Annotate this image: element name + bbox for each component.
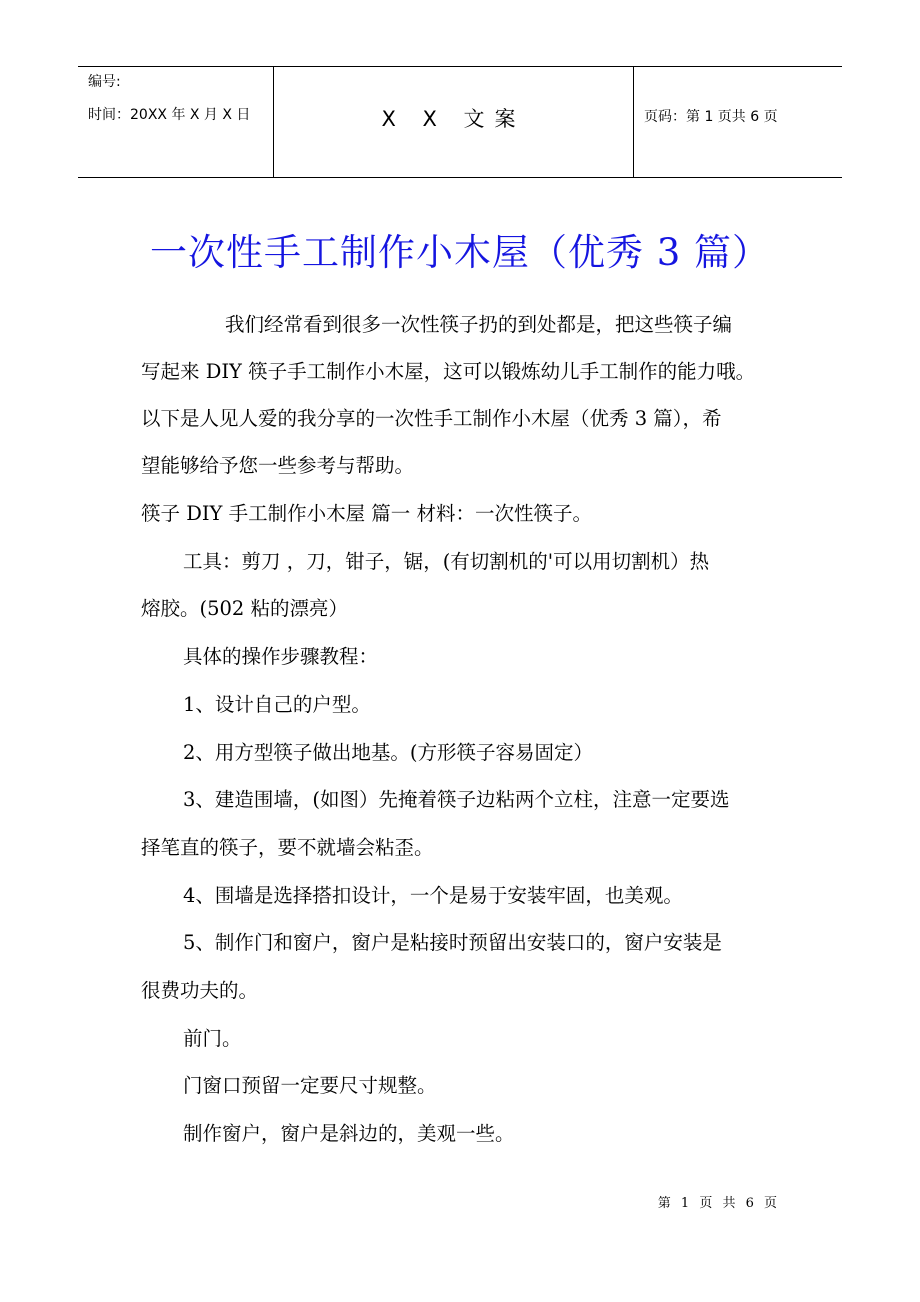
body-line: 写起来 DIY 筷子手工制作小木屋，这可以锻炼幼儿手工制作的能力哦。 — [141, 360, 756, 383]
page-footer: 第 1 页 共 6 页 — [657, 1196, 780, 1211]
step-line: 1、设计自己的户型。 — [183, 693, 371, 716]
header-left-cell — [78, 67, 273, 177]
body-line: 前门。 — [183, 1027, 242, 1050]
section-heading-line: 筷子 DIY 手工制作小木屋 篇一 材料：一次性筷子。 — [141, 502, 593, 525]
step-line: 3、建造围墙，(如图）先掩着筷子边粘两个立柱，注意一定要选 — [183, 788, 730, 811]
body-line: 以下是人见人爱的我分享的一次性手工制作小木屋（优秀 3 篇），希 — [141, 407, 722, 430]
body-line: 门窗口预留一定要尺寸规整。 — [183, 1074, 437, 1097]
page-code-label: 页码：第 1 页共 6 页 — [644, 109, 778, 125]
body-line: 望能够给予您一些参考与帮助。 — [141, 454, 415, 477]
step-line: 很费功夫的。 — [141, 979, 259, 1002]
step-line: 2、用方型筷子做出地基。(方形筷子容易固定） — [183, 741, 594, 764]
header-center-title: X X 文案 — [381, 107, 526, 131]
body-line: 工具：剪刀 ，刀，钳子，锯，(有切割机的'可以用切割机）热 — [183, 550, 710, 573]
body-line: 具体的操作步骤教程： — [183, 645, 379, 668]
body-line: 制作窗户，窗户是斜边的，美观一些。 — [183, 1122, 515, 1145]
doc-time-label: 时间：20XX 年 X 月 X 日 — [88, 107, 251, 123]
step-line: 5、制作门和窗户，窗户是粘接时预留出安装口的，窗户安装是 — [183, 931, 722, 954]
header-table — [78, 66, 842, 178]
doc-number-label: 编号: — [88, 74, 121, 90]
step-line: 择笔直的筷子，要不就墙会粘歪。 — [141, 836, 434, 859]
header-right-cell — [634, 67, 842, 177]
body-line: 熔胶。(502 粘的漂亮） — [141, 597, 349, 620]
header-center-cell — [273, 67, 634, 177]
body-line: 我们经常看到很多一次性筷子扔的到处都是，把这些筷子编 — [225, 313, 733, 336]
document-title: 一次性手工制作小木屋（优秀 3 篇） — [149, 231, 771, 274]
step-line: 4、围墙是选择搭扣设计，一个是易于安装牢固，也美观。 — [183, 884, 683, 907]
